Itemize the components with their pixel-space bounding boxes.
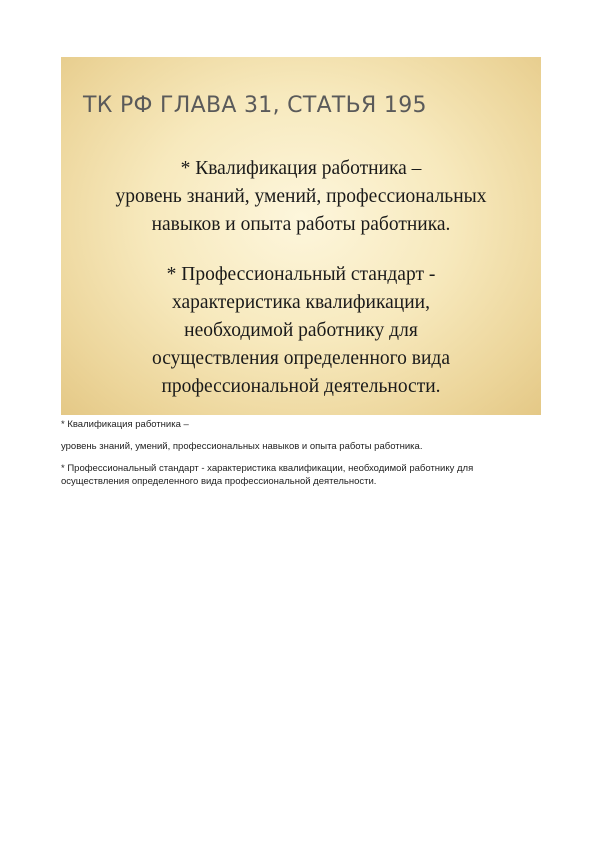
slide-title: ТК РФ ГЛАВА 31, СТАТЬЯ 195 [83, 93, 427, 118]
slide-line: необходимой работнику для [184, 320, 418, 341]
slide-definition-standard [61, 261, 541, 401]
slide-line: навыков и опыта работы работника. [151, 214, 451, 235]
note-paragraph: * Профессиональный стандарт - характеристика квалификации, необходимой работнику для осуществления определенного вида профессиональной деятельности. [61, 463, 474, 487]
note-paragraph: уровень знаний, умений, профессиональных навыков и опыта работы работника. [61, 441, 423, 452]
slide-image [61, 57, 541, 415]
slide-line: характеристика квалификации, [172, 292, 430, 313]
slide-notes [61, 418, 541, 497]
slide-definition-qualification [61, 155, 541, 239]
slide-line: уровень знаний, умений, профессиональных [115, 186, 487, 207]
slide-line: * Профессиональный стандарт - [166, 264, 436, 285]
slide-line: осуществления определенного вида [151, 348, 451, 369]
slide-line: профессиональной деятельности. [161, 376, 441, 397]
slide-line: * Квалификация работника – [180, 158, 422, 179]
note-paragraph: * Квалификация работника – [61, 419, 189, 430]
slide-body [61, 155, 541, 401]
